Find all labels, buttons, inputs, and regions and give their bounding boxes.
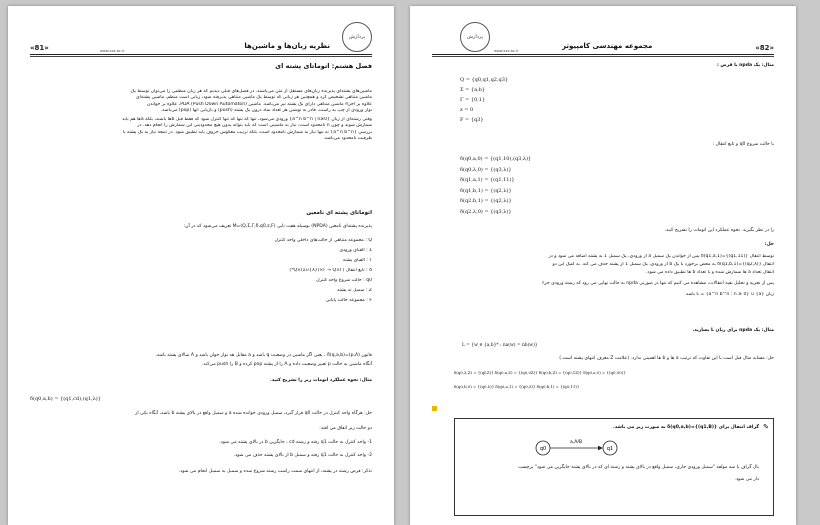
rule-line: آنگاه ماشین به حالت p تغییر وضعیت داده و A را از پشته pop کرده و B را push می‌کند.: [201, 362, 372, 367]
set-def: z = 0: [460, 107, 474, 113]
edge-label: a,A/B: [569, 440, 583, 445]
graph-caption: دار می شود.: [734, 477, 759, 482]
set-def: Γ = {0,1}: [460, 97, 486, 103]
pencil-icon: ✎: [763, 423, 769, 431]
example-intro: مثال: یک npda با فرض :: [717, 63, 774, 68]
solution-label: حل:: [764, 242, 774, 247]
case-item: 1- واحد کنترل به حالت q1 رفته و رشته cd ، جایگزین b در بالای پشته می شود.: [219, 440, 372, 445]
def-item: Z : سمبل ته پشته: [337, 288, 372, 293]
header-rule: [30, 54, 372, 55]
definition-list: [32, 238, 372, 308]
def-item: δ : تابع انتقال (Q×(Σ∪{λ})×Γ → Q×Γ*): [289, 268, 372, 273]
graph-box-title: گراف انتقال برای δ(q0,a,b)={(q1,B)} به صورت زیر می باشد.: [612, 425, 759, 430]
publisher-logo-icon: [342, 22, 372, 52]
transition: δ(q2,b,1) = {(q2,λ)}: [460, 198, 512, 204]
publisher-logo-icon: [460, 22, 490, 52]
header-site: www.xxx.ac.ir: [494, 49, 519, 53]
header-title: مجموعه مهندسی کامپیوتر: [562, 42, 653, 50]
language-formula: L = {w ∈ {a,b}* : na(w) = nb(w)}: [462, 343, 538, 348]
example-label: مثال: نحوه عملکرد انومات زیر را تشریح کنید.: [270, 378, 372, 383]
intro-line: نوار ورودی از چپ به راست، قادر به نوشتن هر تعداد نماد درون یک پشته (push) و بازیابی آنها (pop) می‌باشد.: [160, 107, 372, 113]
transition: δ(q0,λ,0) = {(q3,λ)}: [460, 166, 512, 173]
note-line: تذکر: فرض رشته در پشته، از انتهای سمت راست رشته شروع شده و سمبل به سمبل انجام می شود.: [178, 469, 372, 474]
header-rule: [432, 54, 774, 55]
header-rule-thin: [30, 56, 372, 57]
definition-line: پذیرنده پشته‌ای نامعین (NPDA) بوسیله هفت تایی M=(Q,Σ,Γ,δ,q0,z,F) تعریف می‌شود که در آن:: [183, 224, 372, 229]
solution-line: انتقال تعداد a ها شمارش شده و با تعداد b ها تطبیق داده می شود.: [645, 270, 774, 275]
node-label-q0: q0: [539, 446, 547, 452]
header-title: نظریه زبان‌ها و ماشین‌ها: [244, 42, 330, 50]
intro-line: وقتی رشته‌ای از زبان {a^n b^n | n≥0} ورودی می‌شود، تنها که تنها که تنها کنترل شود که فقط قبل b‌ها باشند، بلکه a‌ها هم باید: [122, 117, 372, 123]
intro-line: ماشین متناهی تشخیص کرد و همچنین هر زبانی که توسط یک ماشین متناهی پذیرفته شود، زبانی است منظم. ماشین پشته‌ای: [136, 95, 372, 101]
node-label-q1: q1: [606, 446, 614, 452]
rule-line: قانون δ(q,a,b)=(p,A) ، یعنی اگر ماشین در وضعیت q باشد و a مقابل هد نوار خوان باشد و A سالای پشته باشد،: [155, 353, 372, 358]
transition-list: [460, 156, 531, 219]
transition: δ(q1,b,1) = {(q2,λ)}: [460, 187, 512, 194]
start-line: با حالت شروع q0 و تابع انتقال :: [712, 142, 774, 147]
header-rule-thin: [432, 56, 774, 57]
solution-line: انتقال δ(q1,b,1)={(q2,λ)} به محض برخورد با یک b از ورودی، یک سمبل 1 از پشته حذف می کند. به کمک این دو: [552, 262, 774, 267]
set-def: Q = {q0,q1,q2,q3}: [460, 77, 509, 83]
note-marker-icon: [432, 406, 437, 411]
transition-row: δ(q0,b,0) = {(q0,λ)} δ(q0,a,1) = {(q0,λ)} δ(q0,b,1) = {(q0,11)}: [454, 384, 580, 389]
set-definitions: [460, 77, 508, 127]
def-item: Σ : الفبای ورودی: [339, 248, 372, 253]
case-item: 2- واحد کنترل به حالت q1 رفته و سمبل b از بالای پشته حذف می شود.: [233, 453, 372, 458]
intro-line: ماشین‌های پشته‌ای پذیرنده زبان‌های مستقل از متن می‌باشند. در فصل‌های قبلی دیدیم که هر زبان منظمی را می‌توان توسط یک: [130, 89, 372, 94]
page-81: [8, 6, 394, 525]
page-number: «82»: [755, 44, 774, 52]
transition: δ(q2,λ,0) = {(q3,λ)}: [460, 208, 512, 215]
intro-line: ظرفیت نامحدود می‌باشد.: [323, 136, 372, 142]
intro-paragraph: [30, 89, 372, 142]
def-item: F : مجموعه حالت پایانی: [325, 298, 372, 303]
solution-paragraph: [432, 254, 774, 300]
def-item: Q : مجموعه متناهی از حالت‌های داخلی واحد کنترل: [274, 238, 372, 243]
logo-text: پردازش: [466, 34, 484, 40]
def-item: Γ : الفبای پشته: [342, 258, 372, 263]
page-header: [432, 32, 774, 56]
page-header: [30, 32, 372, 56]
question-line: را در نظر بگیرید. نحوه عملکرد این اتومات را تشریح کنید.: [664, 228, 774, 233]
solution-line: توسط انتقال δ(q1,a,1)={(q1,11)} پس از خواندن یک سمبل a از ورودی، یک سمبل 1 به پشته اضافه می شود و در: [548, 254, 774, 259]
transition-row: δ(q0,λ,Z) = {(qf,Z)} δ(q0,a,Z) = {(q0,0Z)} δ(q0,b,Z) = {(q0,1Z)} δ(q0,a,0) = {(q0,00)}: [454, 370, 626, 375]
solution2-line: حل: مشابه مثال قبل است با این تفاوت که ترتیب a ها و b ها اهمیتی ندارد. (علامت Z معرف انتهای پشته است.): [559, 356, 774, 361]
logo-text: پردازش: [348, 34, 366, 40]
graph-box: [454, 418, 774, 516]
graph-caption: یال گراف با سه مولفه "سمبل ورودی جاری، سمبل واقع در بالای پشته و رشته ای که در بالای پشته جایگزین می شود" برچسب: [518, 465, 759, 470]
solution-line: پس از تجزیه و تحلیل بقیه انتقالات، مشاهده می کنیم که تنها در صورتی npda به حالت نهایی می رود که رشته ورودی جزء: [542, 281, 774, 286]
intro-line: شمارش شوند و چون n نامحدود است، نیاز به ماشینی است که باید بتواند بدون هیچ محدودیتی این شمارش را انجام دهد. در: [137, 123, 372, 129]
def-item: q0 : حالت شروع واحد کنترل: [316, 278, 372, 283]
intro-line: علاوه بر اجزاء ماشین متناهی دارای یک پشته نیز می‌باشد. ماشین (PDA (Push Down Automaton، علاوه بر خواندن: [146, 101, 372, 107]
set-def: F = {q3}: [460, 117, 484, 123]
intro-line: بررسی {a^n b^n} نه تنها نیاز به شمارش نامحدود است، بلکه ترتیب معکوس حروف باید تطبیق شود. در نتیجه نیاز به یک پشته با: [122, 129, 372, 135]
header-site: www.xxx.ac.ir: [100, 49, 125, 53]
chapter-title: فصل هشتم: اتوماتای پشته ای: [275, 62, 372, 70]
transition: δ(q1,a,1) = {(q1,11)}: [460, 177, 515, 183]
transition: δ(q0,a,0) = {(q1,10),(q3,λ)}: [460, 156, 532, 162]
example2-line: مثال: یک npda برای زبان L بسازید.: [692, 328, 774, 333]
page-82: [410, 6, 796, 525]
section-title: اتوماتای پشته ای نامعین: [306, 210, 372, 216]
two-states-line: دو حالت زیر اتفاق می افتد:: [319, 426, 372, 431]
solution-line: زبان L = {a^n b^n : n ≥ 0} ∪ {a} باشد.: [684, 292, 774, 297]
set-def: Σ = {a,b}: [460, 87, 486, 93]
page-number: «81»: [30, 44, 49, 52]
example-formula: δ(q0,a,b) = {(q1,cd),(q1,λ)}: [30, 396, 101, 402]
solution-line: حل: هرگاه واحد کنترل در حالت q0 قرار گیرد، سمبل ورودی خوانده شده a و سمبل واقع در بالای پشته b باشد، آنگاه یکی از: [135, 411, 372, 416]
